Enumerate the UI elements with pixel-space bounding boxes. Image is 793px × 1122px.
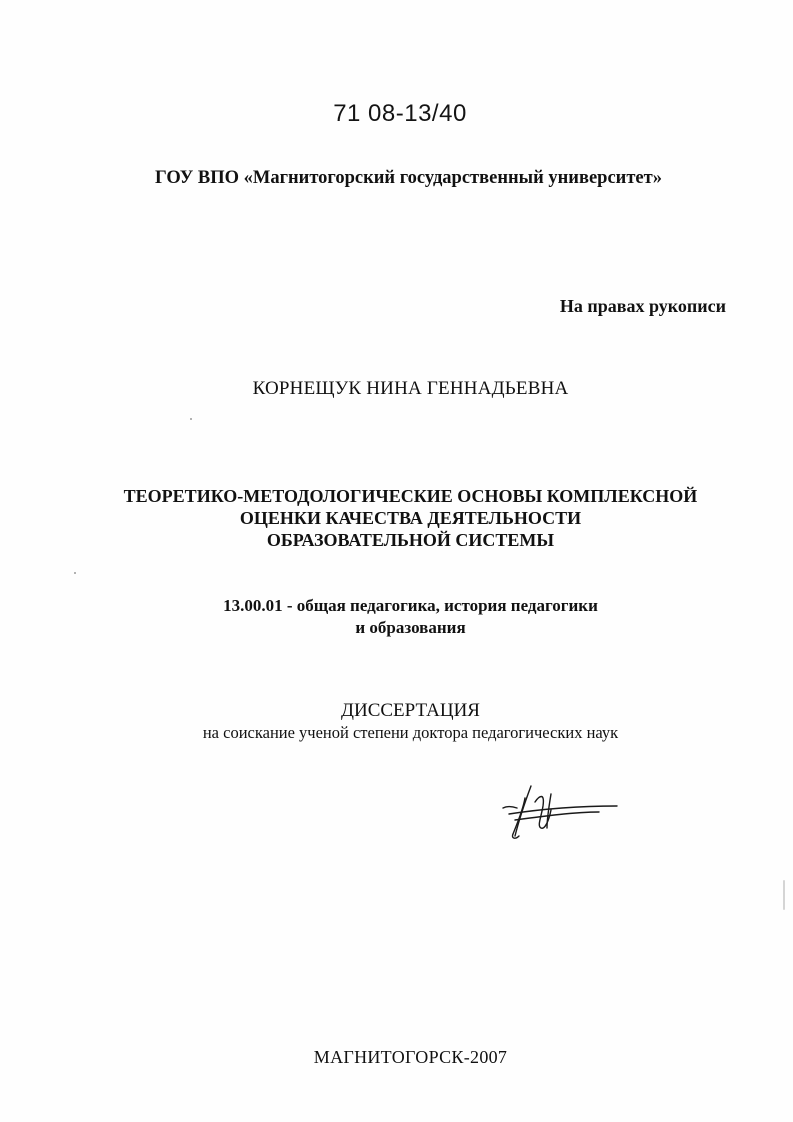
scan-speck: [190, 418, 192, 420]
specialty-code: [0, 595, 793, 639]
dissertation-title: [0, 485, 793, 551]
specialty-line: 13.00.01 - общая педагогика, история педагогики: [223, 596, 598, 615]
specialty-line: и образования: [355, 618, 466, 637]
catalog-code: 71 08-13/40: [333, 100, 467, 127]
institution-name: ГОУ ВПО «Магнитогорский государственный университет»: [155, 168, 662, 188]
city-year: МАГНИТОГОРСК-2007: [313, 1047, 508, 1067]
document-type: ДИССЕРТАЦИЯ: [341, 700, 480, 721]
handwritten-signature: [495, 780, 625, 842]
scan-speck: [74, 572, 76, 574]
degree-line: на соискание ученой степени доктора педагогических наук: [202, 723, 619, 742]
author-name: КОРНЕЩУК НИНА ГЕННАДЬЕВНА: [252, 378, 569, 399]
scan-edge-mark: [783, 880, 785, 910]
rights-note: На правах рукописи: [559, 296, 726, 316]
title-line: ОБРАЗОВАТЕЛЬНОЙ СИСТЕМЫ: [266, 530, 555, 550]
title-line: ТЕОРЕТИКО-МЕТОДОЛОГИЧЕСКИЕ ОСНОВЫ КОМПЛЕКСНОЙ: [123, 486, 698, 506]
title-line: ОЦЕНКИ КАЧЕСТВА ДЕЯТЕЛЬНОСТИ: [239, 508, 582, 528]
